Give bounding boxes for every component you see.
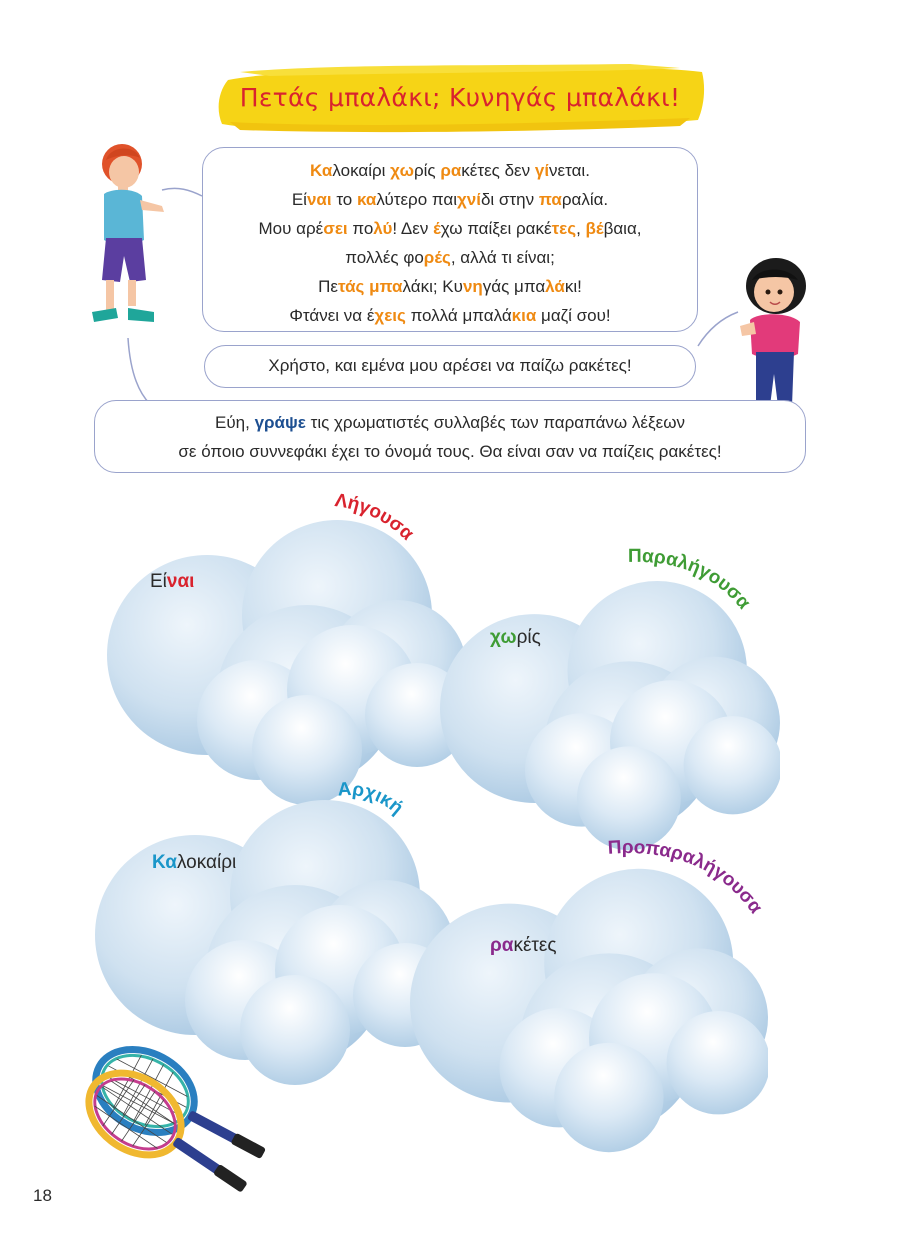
- text-segment: λύτερο παι: [376, 190, 457, 209]
- boy-speech-bubble: [202, 147, 698, 332]
- text-segment: σε όποιο συννεφάκι έχει το όνομά τους. Θα είναι σαν να παίζεις ρακέτες!: [178, 442, 722, 461]
- bubble-line: [203, 214, 697, 243]
- instruction-line: [95, 408, 805, 437]
- text-segment: Εί: [291, 190, 307, 209]
- text-segment: Φτάνει να έ: [289, 306, 375, 325]
- label-arxiki: [330, 772, 430, 842]
- text-segment: μαζί σου!: [536, 306, 611, 325]
- label-liyousa: [320, 488, 460, 578]
- highlighted-syllable: ρές: [423, 248, 451, 267]
- highlighted-syllable: λά: [545, 277, 565, 296]
- text-segment: πο: [347, 219, 374, 238]
- text-segment: ρίς: [413, 161, 441, 180]
- text-segment: πολλά μπαλά: [405, 306, 512, 325]
- svg-text:Αρχική: [337, 779, 407, 819]
- page-number: 18: [33, 1186, 52, 1205]
- text-segment: Μου αρέ: [258, 219, 324, 238]
- text-segment: ! Δεν: [392, 219, 434, 238]
- cloud-word-arxiki: Καλοκαίρι: [152, 852, 237, 873]
- label-arxiki-text: Αρχική: [337, 779, 408, 819]
- highlighted-syllable: χω: [390, 161, 414, 180]
- girl-speech-bubble: [204, 345, 696, 388]
- bubble-line: [203, 272, 697, 301]
- instruction-bubble: [94, 400, 806, 473]
- highlighted-syllable: γί: [534, 161, 550, 180]
- text-segment: κι!: [564, 277, 582, 296]
- cloud-word-liyousa: Είναι: [150, 571, 195, 592]
- highlighted-syllable: έ: [433, 219, 441, 238]
- highlighted-syllable: πα: [538, 190, 562, 209]
- svg-text:Προπαραλήγουσα: [607, 837, 766, 918]
- bubble-line: [203, 243, 697, 272]
- highlighted-syllable: χνί: [457, 190, 481, 209]
- svg-text:Λήγουσα: [333, 490, 418, 545]
- svg-text:Παραλήγουσα: [628, 546, 755, 614]
- bubble-line: [203, 301, 697, 330]
- highlighted-syllable: σει: [323, 219, 348, 238]
- text-segment: , αλλά τι είναι;: [450, 248, 555, 267]
- text-segment: λοκαίρι: [332, 161, 391, 180]
- highlighted-syllable: τες: [551, 219, 577, 238]
- text-segment: ραλία.: [561, 190, 609, 209]
- bubble-line: [203, 156, 697, 185]
- highlighted-syllable: Κα: [310, 161, 333, 180]
- label-paraliyousa-text: Παραλήγουσα: [627, 545, 755, 614]
- text-segment: Εύη,: [215, 413, 255, 432]
- text-segment: νεται.: [549, 161, 590, 180]
- text-segment: βαια,: [603, 219, 642, 238]
- text-segment: γάς μπα: [482, 277, 546, 296]
- highlighted-syllable: βέ: [585, 219, 604, 238]
- text-segment: δι στην: [480, 190, 539, 209]
- highlighted-syllable: ρα: [440, 161, 462, 180]
- text-segment: τις χρωματιστές συλλαβές των παραπάνω λέξεων: [305, 413, 685, 432]
- highlighted-syllable: νη: [462, 277, 483, 296]
- bubble-line: [203, 185, 697, 214]
- label-paraliyousa: [618, 540, 788, 650]
- highlighted-syllable: ναι: [306, 190, 332, 209]
- text-segment: Πε: [318, 277, 338, 296]
- boy-illustration: [84, 140, 174, 336]
- text-segment: λάκι; Κυ: [402, 277, 463, 296]
- text-segment: το: [331, 190, 357, 209]
- text-segment: κέτες δεν: [461, 161, 535, 180]
- label-proparaliyousa-text: Προπαραλήγουσα: [607, 837, 767, 918]
- text-segment: ,: [576, 219, 586, 238]
- cloud-word-proparaliyousa: ρακέτες: [490, 935, 557, 956]
- highlighted-syllable: κα: [356, 190, 377, 209]
- tennis-rackets-icon: [75, 1036, 300, 1196]
- highlighted-syllable: τάς μπα: [337, 277, 403, 296]
- text-segment: χω παίξει ρακέ: [440, 219, 552, 238]
- label-liyousa-text: Λήγουσα: [333, 490, 418, 545]
- girl-illustration: [728, 256, 824, 424]
- highlighted-syllable: λύ: [373, 219, 393, 238]
- girl-speech-text: Χρήστο, και εμένα μου αρέσει να παίζω ρακέτες!: [268, 356, 632, 375]
- highlighted-syllable: χεις: [374, 306, 406, 325]
- cloud-word-paraliyousa: χωρίς: [490, 627, 541, 648]
- instruction-line: [95, 437, 805, 466]
- highlighted-syllable: γράψε: [254, 413, 306, 432]
- label-proparaliyousa: [600, 828, 800, 958]
- page-title: Πετάς μπαλάκι; Κυνηγάς μπαλάκι!: [239, 82, 681, 112]
- highlighted-syllable: κια: [511, 306, 537, 325]
- text-segment: πολλές φο: [345, 248, 424, 267]
